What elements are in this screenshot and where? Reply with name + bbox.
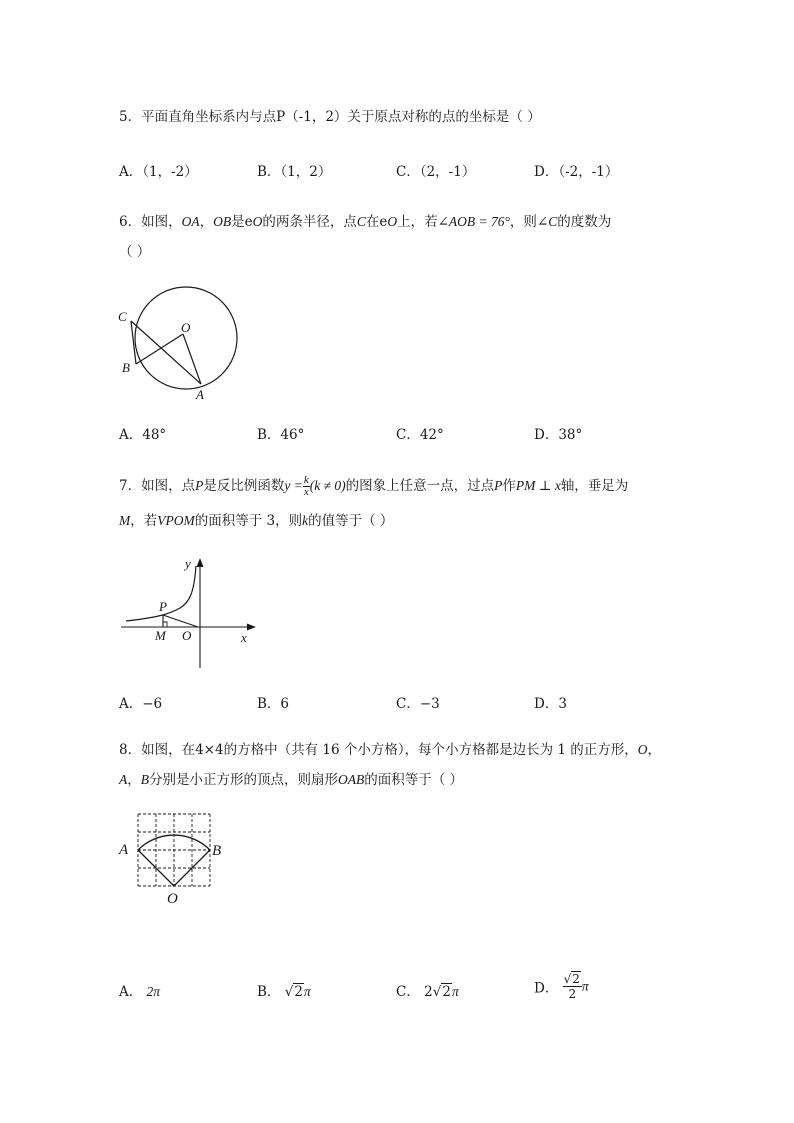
q6-chord-ca bbox=[131, 321, 201, 384]
q7-hyperbola-figure bbox=[118, 552, 268, 672]
q8-label-b: B bbox=[212, 843, 222, 859]
q6-answer-paren: （ ） bbox=[119, 244, 151, 260]
q6-option-a: A．48° bbox=[119, 427, 167, 443]
q5-option-a: A．（1，-2） bbox=[119, 164, 198, 180]
q7-segment-po bbox=[163, 615, 198, 627]
q7-option-d: D．3 bbox=[534, 696, 567, 712]
q7-option-b: B．6 bbox=[257, 696, 290, 712]
q8-label-a: A bbox=[119, 842, 129, 858]
q5-option-c: C．（2，-1） bbox=[396, 164, 476, 180]
q7-label-p: P bbox=[159, 599, 167, 614]
q6-label-b: B bbox=[122, 360, 130, 375]
q7-stem-line1: 7．如图，点P是反比例函数y = $\frac{k}{x}$ (k ≠ 0)的图象上任意一点，过点P作PM ⊥ x轴，垂足为 bbox=[119, 474, 629, 498]
q7-option-c: C．−3 bbox=[396, 696, 440, 712]
q7-stem-line2: M，若VPOM的面积等于 3，则k的值等于（ ） bbox=[119, 513, 394, 529]
q5-option-d: D．（-2，-1） bbox=[534, 164, 619, 180]
q6-option-c: C．42° bbox=[396, 427, 444, 443]
q7-label-m: M bbox=[155, 628, 166, 643]
q7-fraction: $\frac{k}{x}$ bbox=[303, 474, 309, 498]
q8-option-d-fraction: $\frac{√2}{2}$ bbox=[563, 972, 580, 1001]
q6-option-d: D．38° bbox=[534, 427, 583, 443]
q5-option-b: B．（1，2） bbox=[257, 164, 332, 180]
q6-circle-figure bbox=[110, 282, 250, 407]
q8-dashed-grid bbox=[138, 814, 210, 886]
q7-right-angle-mark bbox=[163, 622, 167, 627]
q6-option-b: B．46° bbox=[257, 427, 305, 443]
q8-stem-line1: 8．如图，在4×4的方格中（共有 16 个小方格），每个小方格都是边长为 1 的正方形，O， bbox=[119, 742, 662, 758]
q6-radius-ob bbox=[136, 334, 183, 364]
q6-label-c: C bbox=[118, 309, 127, 324]
q7-label-y: y bbox=[185, 556, 191, 571]
q8-option-a: A． 2π bbox=[119, 984, 161, 1000]
q7-x-arrow bbox=[247, 624, 256, 631]
q8-stem-line2: A，B分别是小正方形的顶点，则扇形OAB的面积等于（ ） bbox=[119, 772, 464, 788]
q8-option-c: C． 2√2π bbox=[396, 984, 459, 1000]
q7-label-x: x bbox=[241, 630, 247, 645]
q7-option-a: A．−6 bbox=[119, 696, 163, 712]
q5-stem: 5．平面直角坐标系内与点P（-1，2）关于原点对称的点的坐标是（ ） bbox=[119, 109, 541, 125]
q8-label-o: O bbox=[167, 891, 178, 907]
q6-label-o: O bbox=[181, 320, 191, 335]
q8-option-b: B． √2π bbox=[257, 984, 311, 1000]
q8-grid-figure bbox=[115, 808, 235, 908]
q8-option-d: D． $\frac{√2}{2}$ π bbox=[534, 972, 589, 1001]
q6-label-a: A bbox=[196, 387, 204, 402]
q7-y-arrow bbox=[197, 558, 204, 567]
q7-label-o: O bbox=[182, 628, 192, 643]
q6-stem-line1: 6．如图，OA，OB是eO的两条半径，点C在eO上，若∠AOB = 76°，则∠C的度数为 bbox=[119, 214, 612, 230]
